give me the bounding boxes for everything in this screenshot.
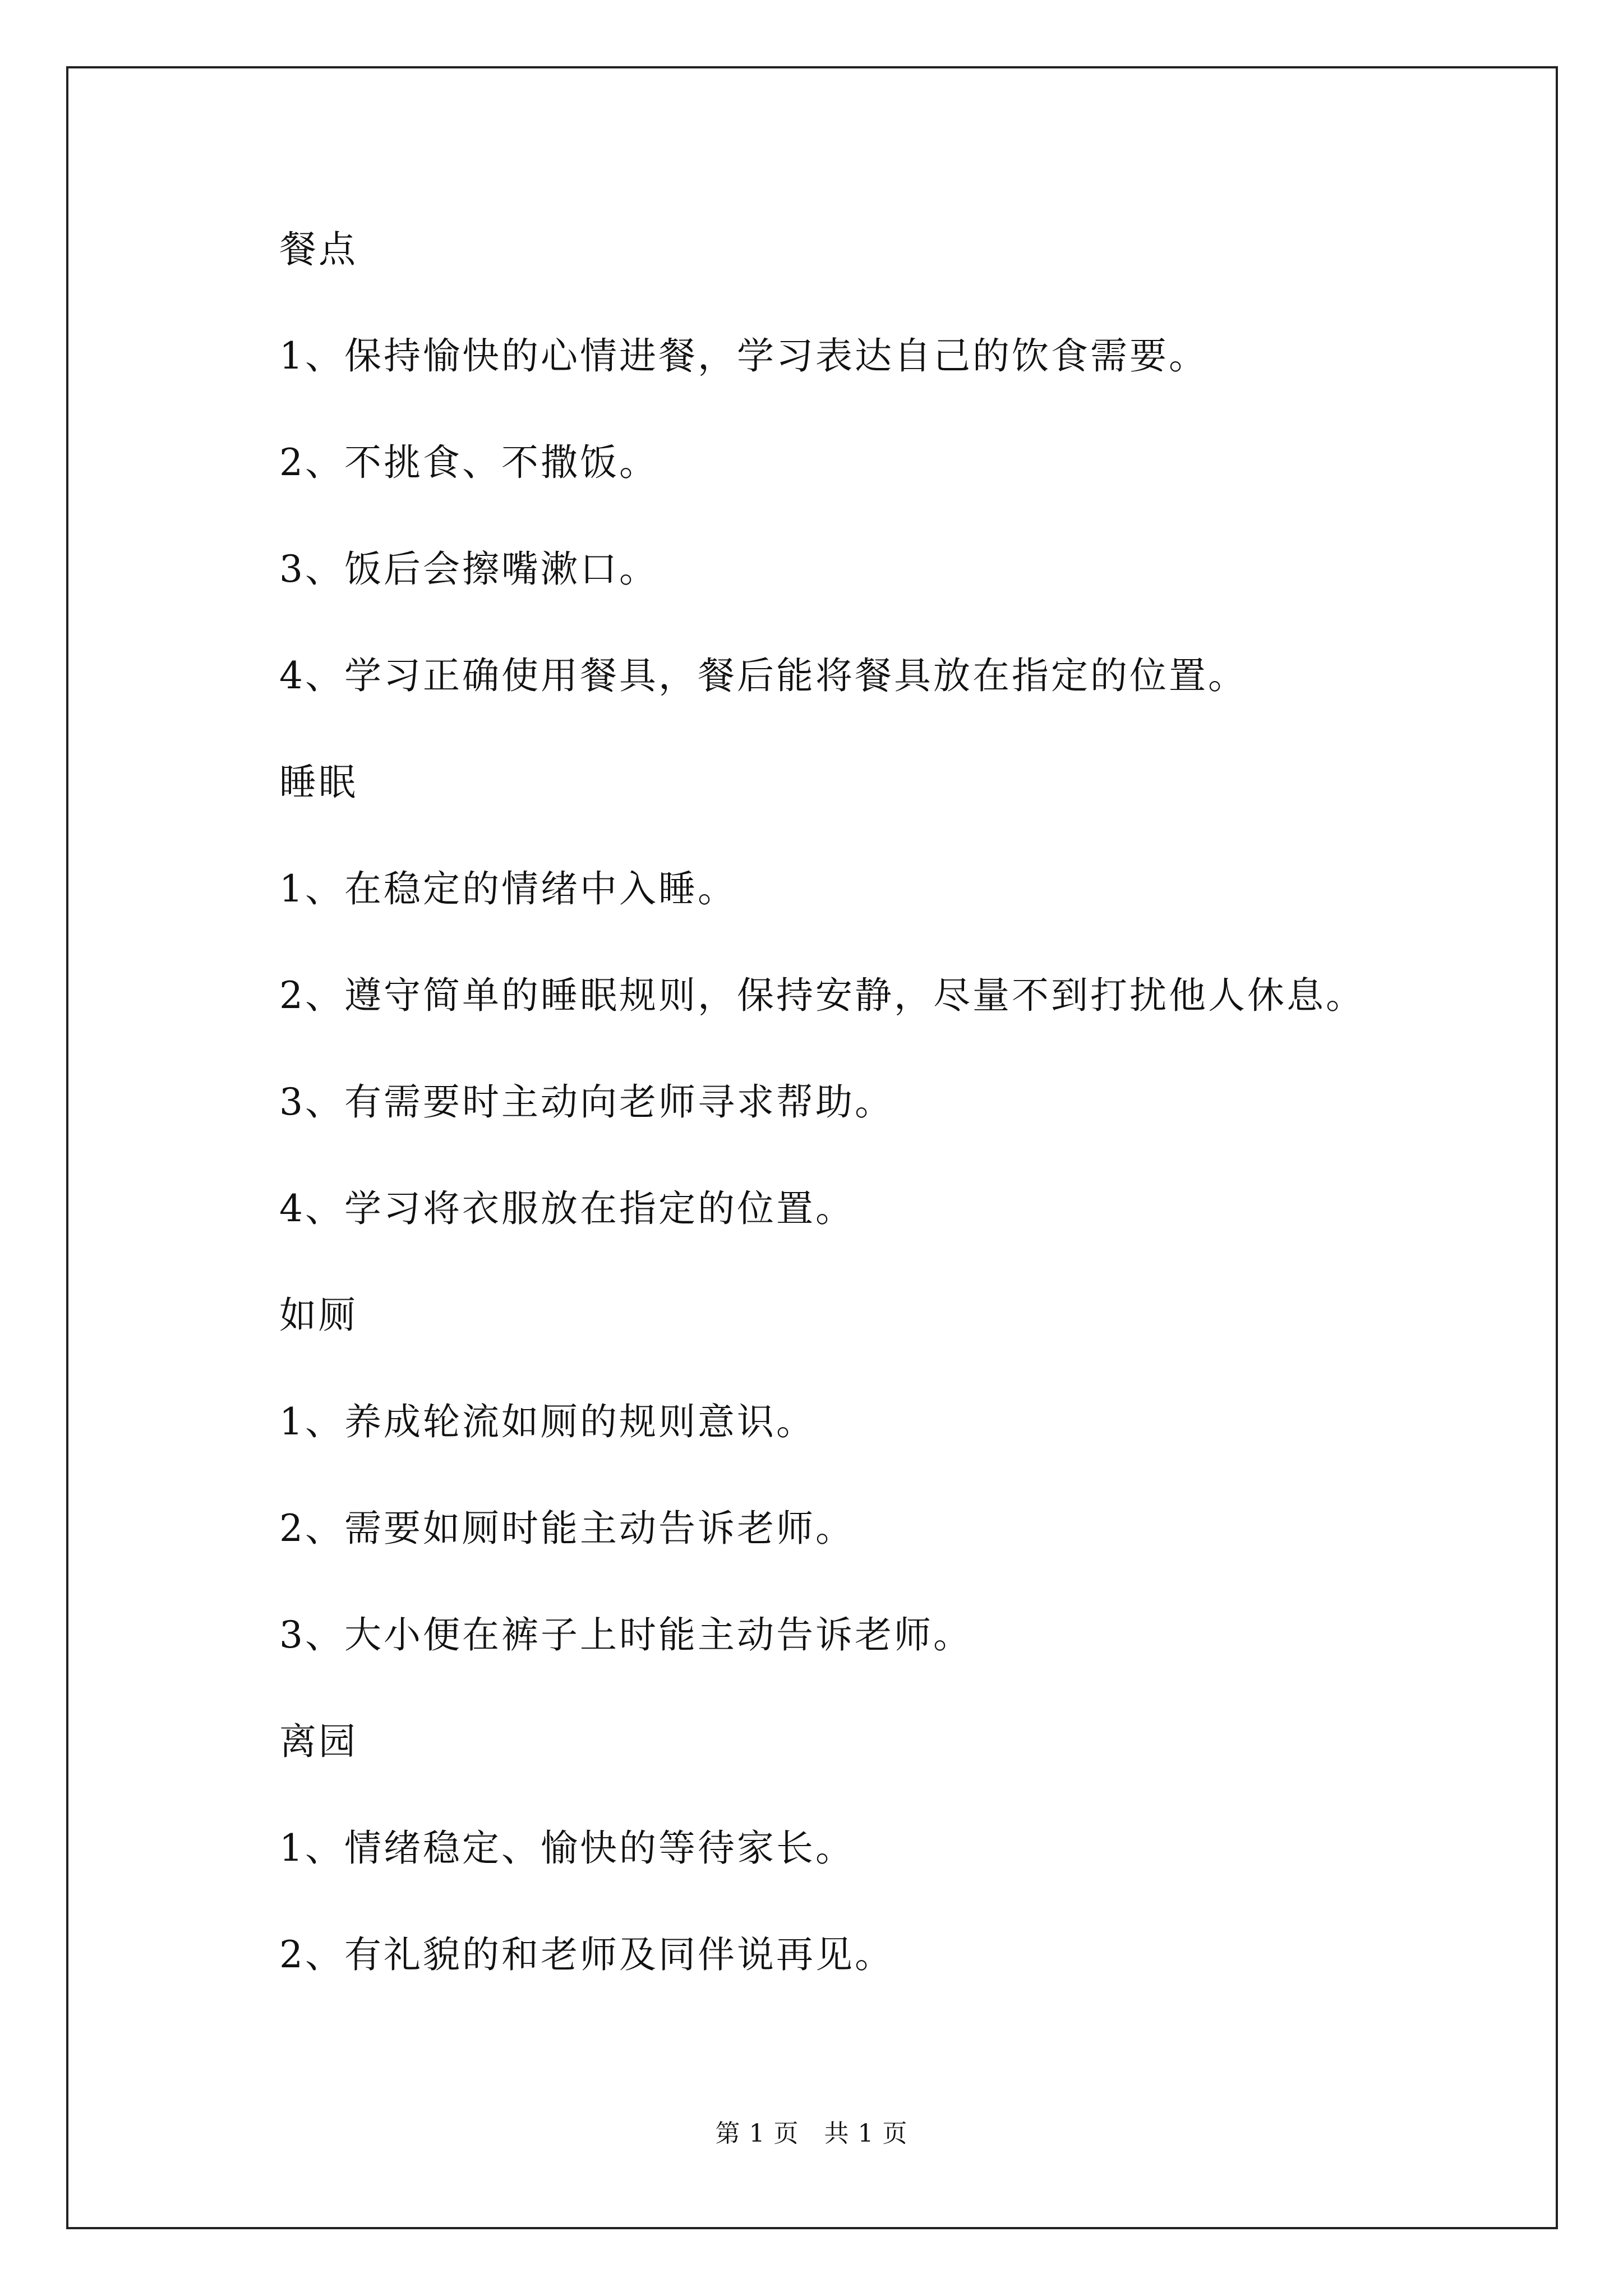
list-item: 4、学习正确使用餐具，餐后能将餐具放在指定的位置。 <box>279 654 1247 697</box>
list-item: 2、有礼貌的和老师及同伴说再见。 <box>279 1933 894 1976</box>
section-heading-leaving: 离园 <box>279 1720 358 1763</box>
section-heading-toilet: 如厕 <box>279 1294 358 1337</box>
list-item: 1、情绪稳定、愉快的等待家长。 <box>279 1826 855 1870</box>
list-item: 2、遵守简单的睡眠规则，保持安静，尽量不到打扰他人休息。 <box>279 974 1365 1017</box>
list-item: 3、饭后会擦嘴漱口。 <box>279 547 658 591</box>
list-item: 1、保持愉快的心情进餐，学习表达自己的饮食需要。 <box>279 334 1208 378</box>
page-number: 第 1 页 共 1 页 <box>715 2119 908 2148</box>
list-item: 3、大小便在裤子上时能主动告诉老师。 <box>279 1613 972 1657</box>
list-item: 4、学习将衣服放在指定的位置。 <box>279 1187 855 1230</box>
list-item: 1、养成轮流如厕的规则意识。 <box>279 1400 815 1443</box>
section-heading-sleep: 睡眠 <box>279 761 358 804</box>
list-item: 3、有需要时主动向老师寻求帮助。 <box>279 1080 894 1124</box>
section-heading-meals: 餐点 <box>279 228 358 271</box>
page-border <box>66 66 1558 2229</box>
list-item: 2、需要如厕时能主动告诉老师。 <box>279 1507 855 1550</box>
list-item: 2、不挑食、不撒饭。 <box>279 441 658 484</box>
list-item: 1、在稳定的情绪中入睡。 <box>279 867 737 910</box>
